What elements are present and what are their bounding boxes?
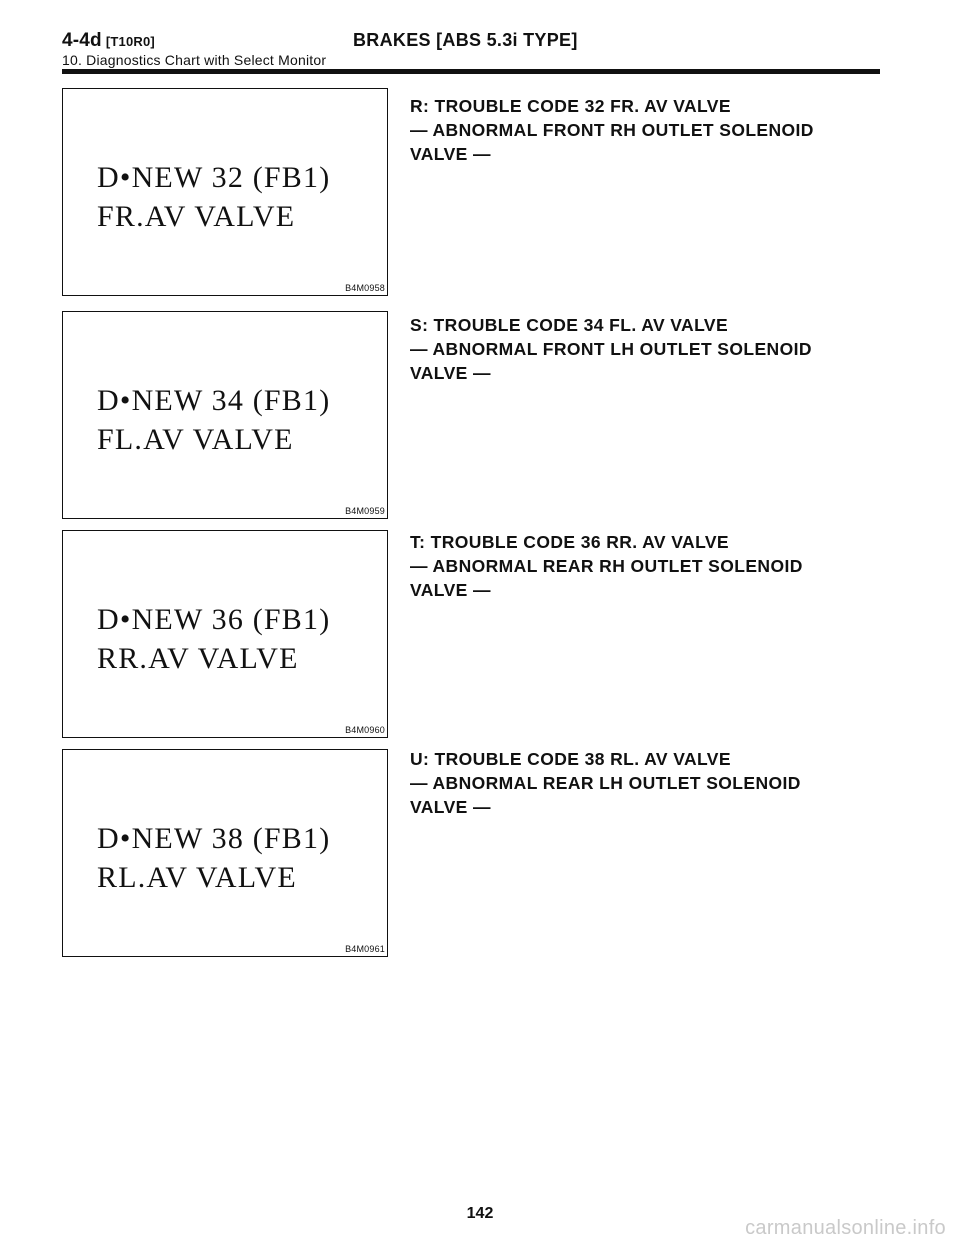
select-monitor-display-38: [62, 749, 388, 957]
trouble-code-description: — ABNORMAL FRONT RH OUTLET SOLENOID: [410, 120, 814, 140]
monitor-valve-line: FL.AV VALVE: [97, 423, 294, 456]
chapter-title: BRAKES [ABS 5.3i TYPE]: [353, 30, 578, 50]
monitor-code-line: D•NEW 32 (FB1): [97, 161, 331, 194]
monitor-valve-line: RL.AV VALVE: [97, 861, 297, 894]
trouble-code-34-heading: [410, 313, 880, 385]
figure-code: B4M0961: [345, 944, 385, 954]
trouble-code-description-end: VALVE —: [410, 580, 491, 600]
figure-code: B4M0960: [345, 725, 385, 735]
page-number: 142: [466, 1205, 494, 1222]
monitor-code-line: D•NEW 38 (FB1): [97, 822, 331, 855]
trouble-code-title: S: TROUBLE CODE 34 FL. AV VALVE: [410, 315, 729, 335]
trouble-code-title: T: TROUBLE CODE 36 RR. AV VALVE: [410, 532, 730, 552]
trouble-code-description-end: VALVE —: [410, 144, 491, 164]
trouble-code-description: — ABNORMAL REAR RH OUTLET SOLENOID: [410, 556, 803, 576]
select-monitor-display-34: [62, 311, 388, 519]
monitor-code-line: D•NEW 36 (FB1): [97, 603, 331, 636]
figure-code: B4M0958: [345, 283, 385, 293]
monitor-valve-line: RR.AV VALVE: [97, 642, 299, 675]
trouble-code-title: U: TROUBLE CODE 38 RL. AV VALVE: [410, 749, 731, 769]
header-rule: [62, 69, 880, 74]
section-code-number: 4-4d: [62, 30, 102, 51]
chapter-subtitle: 10. Diagnostics Chart with Select Monitor: [62, 52, 327, 68]
section-code: [62, 30, 155, 52]
figure-code: B4M0959: [345, 506, 385, 516]
trouble-code-description: — ABNORMAL REAR LH OUTLET SOLENOID: [410, 773, 801, 793]
select-monitor-display-36: [62, 530, 388, 738]
trouble-code-description: — ABNORMAL FRONT LH OUTLET SOLENOID: [410, 339, 812, 359]
trouble-code-38-heading: [410, 747, 880, 819]
select-monitor-display-32: [62, 88, 388, 296]
site-watermark: carmanualsonline.info: [745, 1217, 946, 1239]
trouble-code-32-heading: [410, 94, 880, 166]
trouble-code-36-heading: [410, 530, 880, 602]
trouble-code-title: R: TROUBLE CODE 32 FR. AV VALVE: [410, 96, 731, 116]
trouble-code-description-end: VALVE —: [410, 797, 491, 817]
monitor-code-line: D•NEW 34 (FB1): [97, 384, 331, 417]
section-tag: [T10R0]: [105, 34, 155, 49]
trouble-code-description-end: VALVE —: [410, 363, 491, 383]
monitor-valve-line: FR.AV VALVE: [97, 200, 296, 233]
